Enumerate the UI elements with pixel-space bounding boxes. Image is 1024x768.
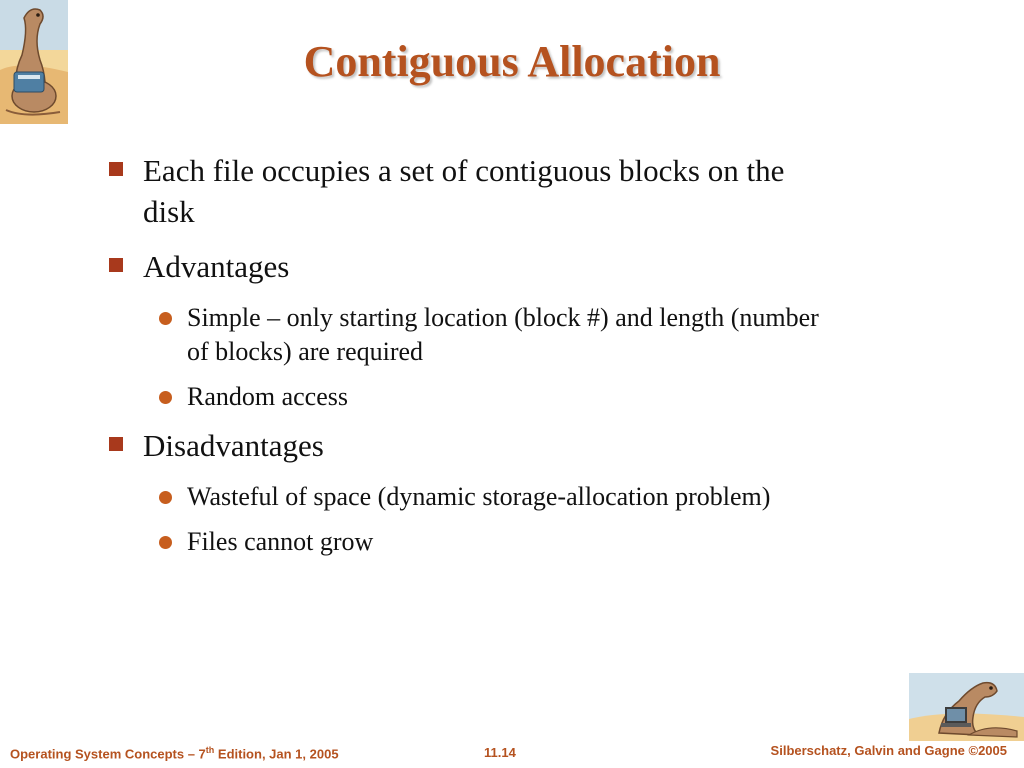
round-bullet-icon <box>159 312 172 325</box>
footer-book-sup: th <box>205 745 215 755</box>
sub-bullet-item <box>106 301 826 369</box>
square-bullet-icon <box>109 437 123 451</box>
sub-bullet-item <box>106 380 826 414</box>
footer-page-number: 11.14 <box>484 745 516 760</box>
bullet-text: Each file occupies a set of contiguous blocks on the disk <box>143 153 785 229</box>
round-bullet-icon <box>159 391 172 404</box>
round-bullet-icon <box>159 536 172 549</box>
bullet-item <box>106 246 826 287</box>
bullet-item <box>106 150 826 232</box>
bullet-text: Disadvantages <box>143 428 324 463</box>
sub-bullet-text: Simple – only starting location (block #) and length (number of blocks) are required <box>187 303 819 366</box>
bullet-text: Advantages <box>143 249 290 284</box>
bullet-item <box>106 425 826 466</box>
sub-bullet-item <box>106 525 826 559</box>
sub-bullet-text: Wasteful of space (dynamic storage-allocation problem) <box>187 482 771 511</box>
sub-bullet-text: Files cannot grow <box>187 527 374 556</box>
sub-bullet-item <box>106 480 826 514</box>
dinosaur-laptop-icon <box>909 673 1024 741</box>
square-bullet-icon <box>109 258 123 272</box>
footer-book-title <box>10 745 339 761</box>
sub-bullet-text: Random access <box>187 382 349 411</box>
square-bullet-icon <box>109 162 123 176</box>
footer-authors: Silberschatz, Galvin and Gagne ©2005 <box>770 743 1007 758</box>
slide-title: Contiguous Allocation <box>303 37 721 86</box>
round-bullet-icon <box>159 491 172 504</box>
footer-book-prefix: Operating System Concepts – 7 <box>10 746 206 762</box>
footer-book-suffix: Edition, Jan 1, 2005 <box>214 746 339 762</box>
slide-content <box>106 150 826 570</box>
